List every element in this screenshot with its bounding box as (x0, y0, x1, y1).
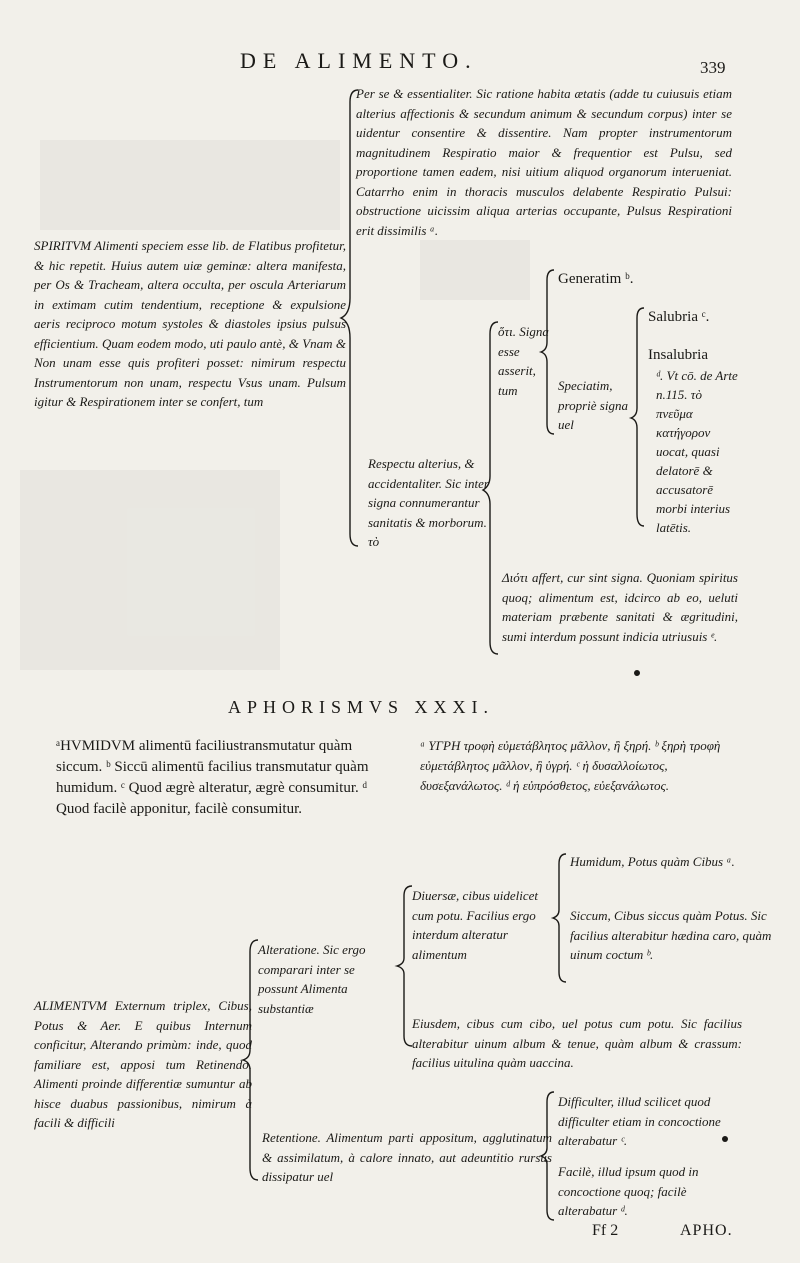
salubria-label: Salubria ᶜ. (648, 309, 710, 325)
brace-signa (538, 268, 558, 436)
respectu-block: Respectu alterius, & accidentaliter. Sic inter signa connumerantur sanitatis & morborum. τὸ (368, 456, 489, 549)
bleed-through-shadow (40, 140, 340, 230)
siccum-block: Siccum, Cibus siccus quàm Potus. Sic facilius alterabitur hædina caro, quàm uinum coctum ᵇ. (570, 908, 772, 962)
section2-intro: ALIMENTVM Externum triplex, Cibus, Potus & Aer. E quibus Internum conficitur, Alterando primùm: inde, quod familiare est, apposi tum Retinendo. Alimenti proinde differentiæ sumuntur ab hisce duabus passionibus, nimirum à facili & difficili (34, 998, 252, 1130)
bleed-through-shadow (20, 470, 280, 670)
alteratione-block: Alteratione. Sic ergo comparari inter se possunt Alimenta substantiæ (258, 942, 366, 1016)
difficulter-block: Difficulter, illud scilicet quod difficulter etiam in concoctione alterabatur ᶜ. (558, 1094, 721, 1148)
retentione-block: Retentione. Alimentum parti appositum, agglutinatum & assimilatum, à calore innato, aut adeuntitio rursus dissipatur uel (262, 1130, 552, 1184)
eiusdem-block: Eiusdem, cibus cum cibo, uel potus cum potu. Sic facilius alterabitur uinum album & tenue, quàm album & crassum: facilius uitulina quàm uaccina. (412, 1016, 742, 1070)
signature-mark: Ff 2 (592, 1222, 619, 1239)
aphorism-heading: APHORISMVS XXXI. (228, 697, 495, 717)
generatim-label: Generatim ᵇ. (558, 271, 634, 287)
humidum-block: Humidum, Potus quàm Cibus ᵃ. (570, 854, 735, 869)
brace-diuersae (550, 852, 570, 984)
running-header: DE ALIMENTO. (240, 48, 478, 73)
diuersae-block: Diuersæ, cibus uidelicet cum potu. Facilius ergo interdum alteratur alimentum (412, 888, 539, 962)
aphorism-latin: ᵃHVMIDVM alimentū faciliustransmutatur quàm siccum. ᵇ Siccū alimentū facilius transmutatur quàm humidum. ᶜ Quod ægrè alteratur, ægrè consumitur. ᵈ Quod facilè apponitur, facilè consumitur. (56, 738, 369, 817)
bleed-through-shadow (420, 240, 530, 300)
page-number: 339 (700, 58, 726, 77)
catchword: APHO. (680, 1222, 733, 1239)
per-se-block: Per se & essentialiter. Sic ratione habita ætatis (adde tu cuiusuis etiam alterius affectionis & secundum animum & secundum corpus) inter se uidentur consentire & dissentire. Nam propter instrumentorum magnitudinem Respiratio maior & frequentior est Pulsu, sed proportione tamen eadem, nisi uitium aliquod organorum interueniat. Catarrho enim in thoracis musculos delabente Respiratio Pulsui: obstructione uicissim aliqua arterias occupante, Pulsus Respirationi erit dissimilis ᵃ. (356, 86, 732, 238)
aphorism-greek: ᵃ ΥΓΡΗ τροφὴ εὐμετάβλητος μᾶλλον, ἢ ξηρή. ᵇ ξηρὴ τροφὴ εὐμετάβλητος μᾶλλον, ἢ ὑγρή. ᶜ ἡ δυσαλλοίωτος, δυσεξανάλωτος. ᵈ ἡ εὐπρόσθετος, εὐεξανάλωτος. (420, 738, 721, 793)
speciatim-block: Speciatim, propriè signa uel (558, 378, 628, 432)
insalubria-label: Insalubria (648, 347, 708, 363)
dioti-block: Διότι affert, cur sint signa. Quoniam spiritus quoq; alimentum est, idcirco ab eo, ueluti materiam præbente sanitati & ægritudini, sumi interdum possunt indicia utriusuis ᵉ. (502, 570, 738, 644)
brace-speciatim (628, 306, 648, 528)
facile-block: Facilè, illud ipsum quod in concoctione quoq; facilè alterabatur ᵈ. (558, 1164, 699, 1218)
oti-block: ὅτι. Signa esse asserit, tum (498, 324, 549, 398)
ink-dot (722, 1136, 728, 1142)
brace-retentione (538, 1090, 558, 1222)
insalubria-note: ᵈ. Vt cō. de Arte n.115. τὸ πνεῦμα κατήγορον uocat, quasi delatorē & accusatorē morbi interius latētis. (656, 368, 738, 535)
section1-intro: SPIRITVM Alimenti speciem esse lib. de Flatibus profitetur, & hic repetit. Huius autem uiæ geminæ: altera manifesta, per Os & Tracheam, altera occulta, per oscula Arteriarum in extimam cutim tendentium, receptione & expulsione aeris reciproco motum systoles & diastoles ipsius pulsus efficientium. Quam eodem modo, uti paulo antè, & Vnam & Non unam esse quis profiteri posset: nimirum respectu Instrumentorum non unam, respectu Vsus unam. Pulsum igitur & Respirationem inter se confert, tum (34, 238, 346, 409)
ink-dot (634, 670, 640, 676)
